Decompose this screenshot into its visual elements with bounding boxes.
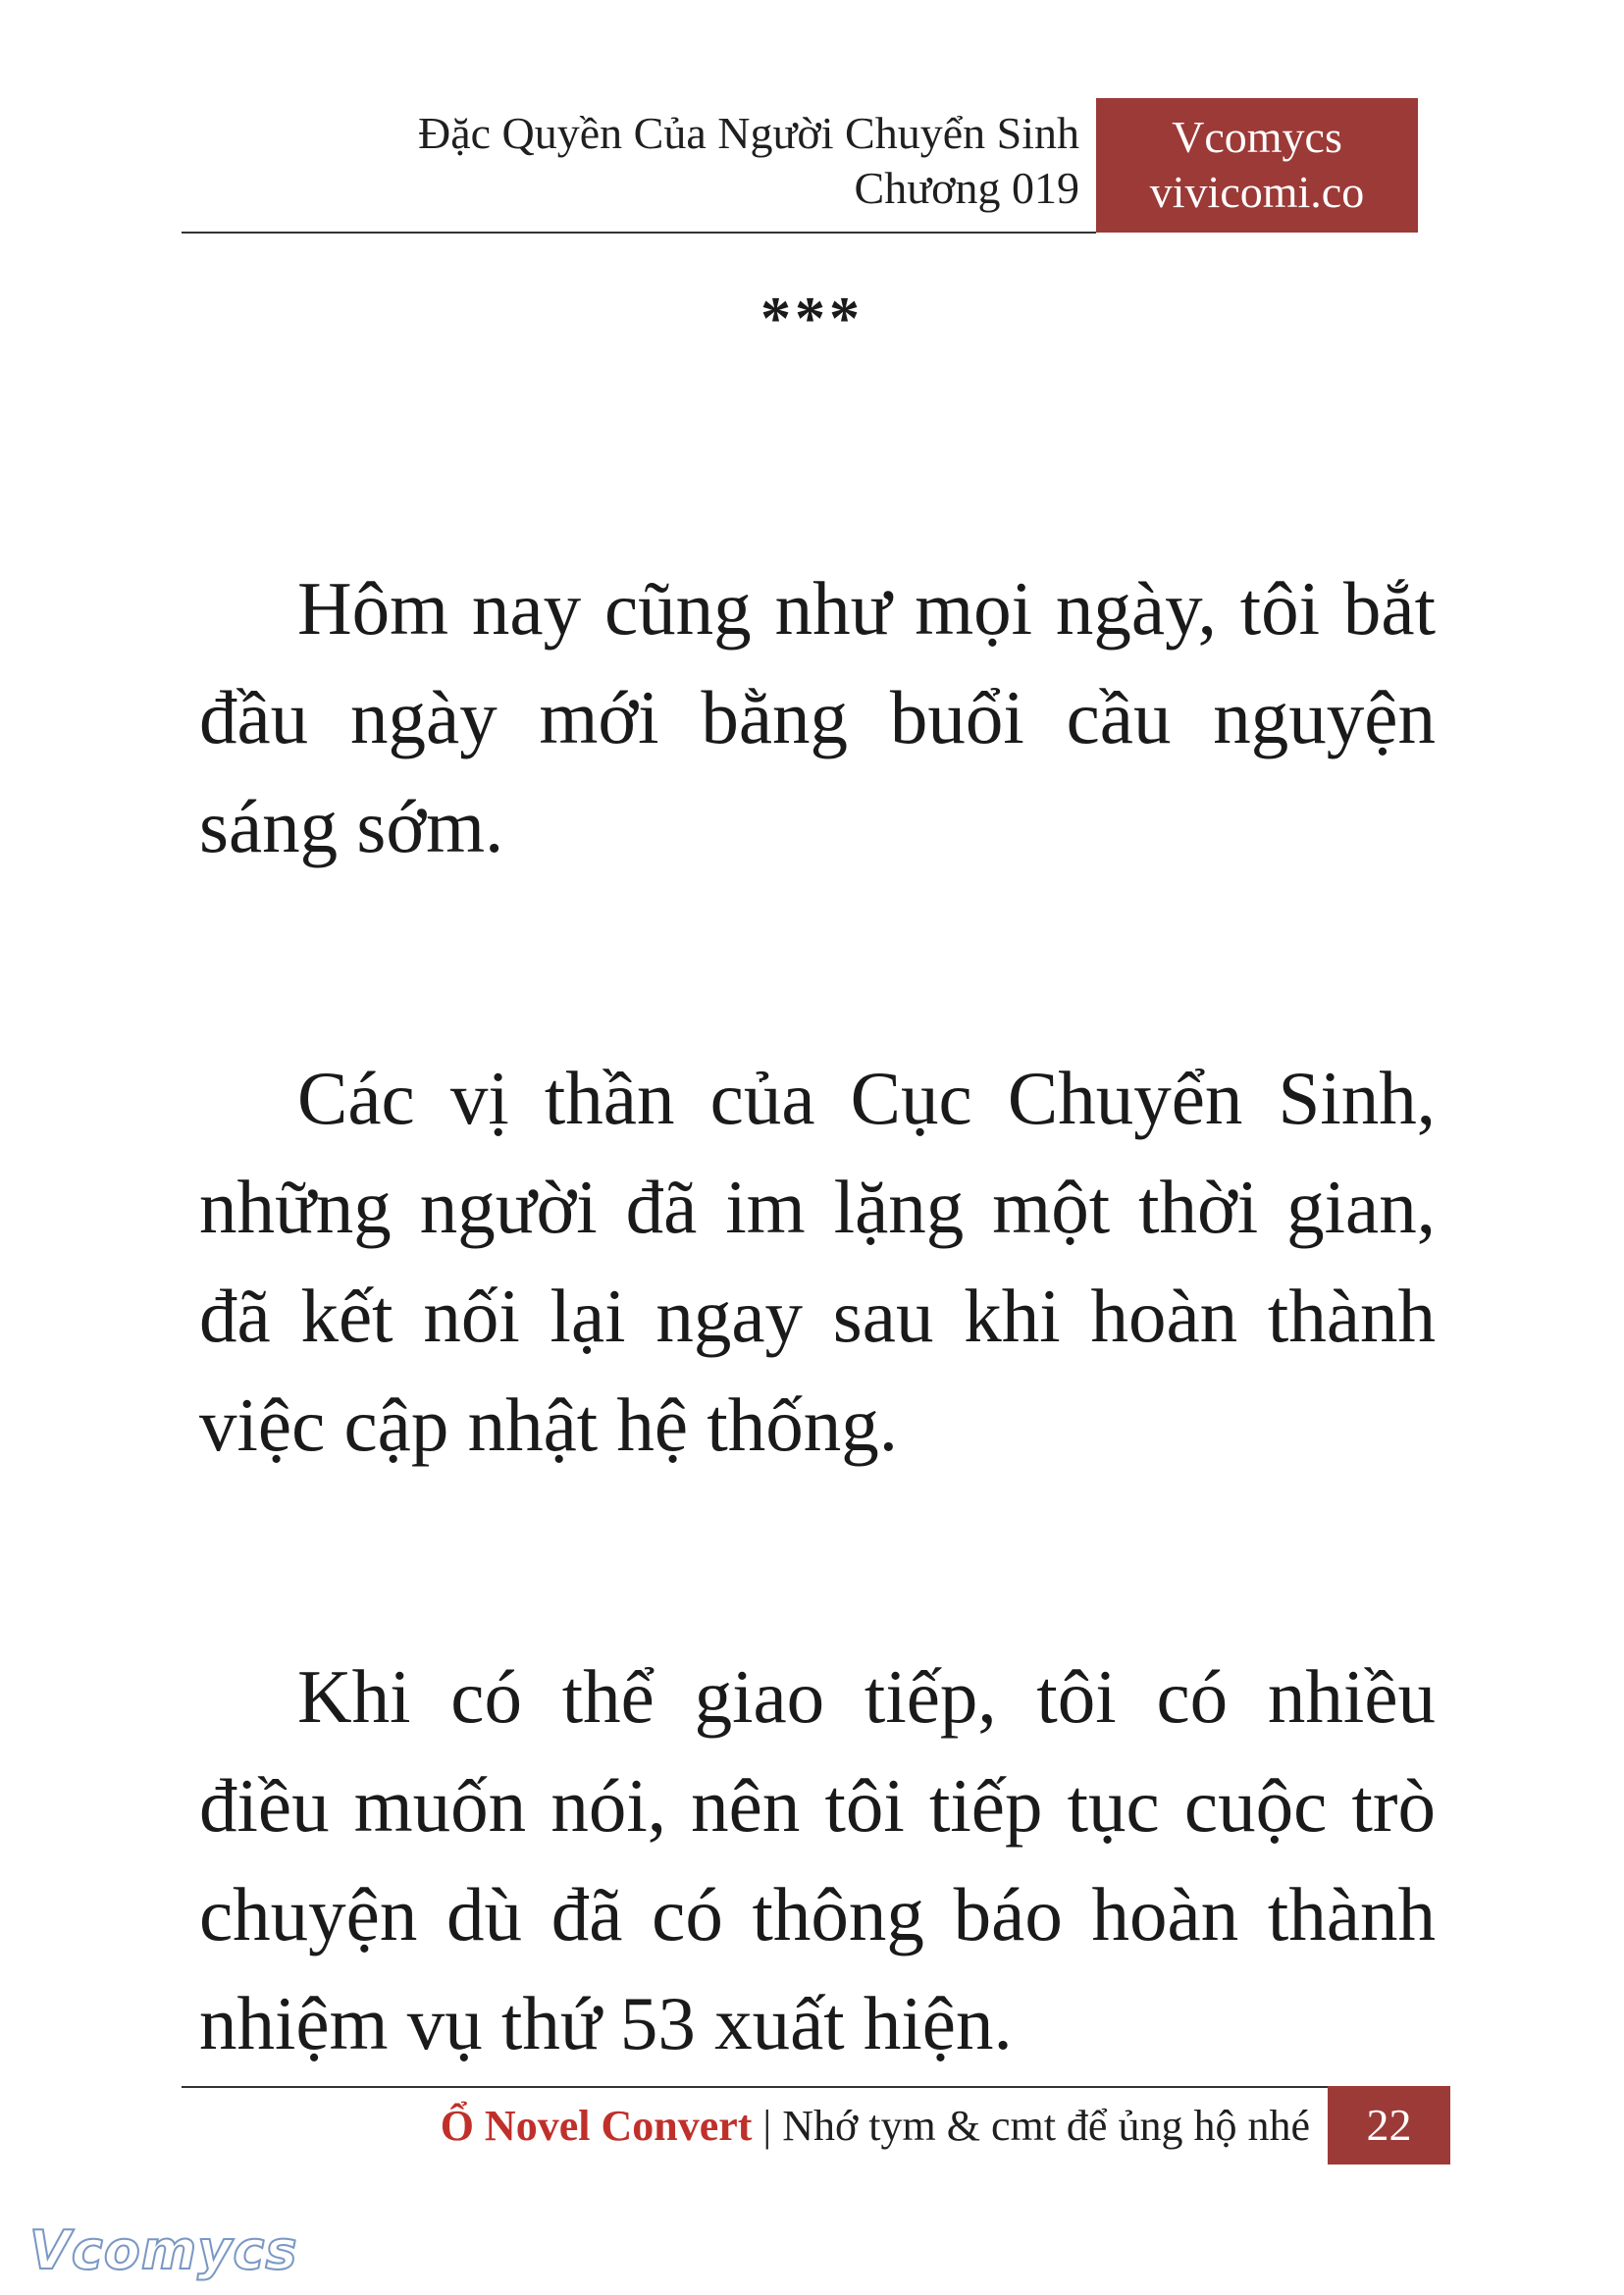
header-divider [182, 232, 1096, 234]
footer-separator: | [762, 2102, 772, 2150]
paragraph: Các vị thần của Cục Chuyển Sinh, những người đã im lặng một thời gian, đã kết nối lại ngay sau khi hoàn thành việc cập nhật hệ thống. [199, 1056, 1436, 1467]
chapter-label: Chương 019 [854, 163, 1079, 213]
chapter-body [199, 554, 1436, 2241]
section-separator: *** [760, 286, 864, 352]
page-footer [441, 2095, 1310, 2158]
page-number: 22 [1328, 2086, 1450, 2165]
footer-divider [182, 2086, 1328, 2088]
site-name: Vcomycs [1172, 112, 1342, 162]
header-title-block [418, 106, 1079, 216]
paragraph: Khi có thể giao tiếp, tôi có nhiều điều muốn nói, nên tôi tiếp tục cuộc trò chuyện dù đã có thông báo hoàn thành nhiệm vụ thứ 53 xuất hiện. [199, 1654, 1436, 2065]
page-header [182, 98, 1418, 233]
site-badge [1096, 98, 1418, 233]
site-url: vivicomi.co [1149, 167, 1365, 217]
book-title: Đặc Quyền Của Người Chuyển Sinh [417, 108, 1079, 158]
footer-brand: Ổ Novel Convert [440, 2102, 753, 2150]
watermark-logo: Vcomycs [29, 2219, 298, 2281]
paragraph: Hôm nay cũng như mọi ngày, tôi bắt đầu ngày mới bằng buổi cầu nguyện sáng sớm. [199, 566, 1436, 868]
footer-message: Nhớ tym & cmt để ủng hộ nhé [782, 2102, 1310, 2150]
